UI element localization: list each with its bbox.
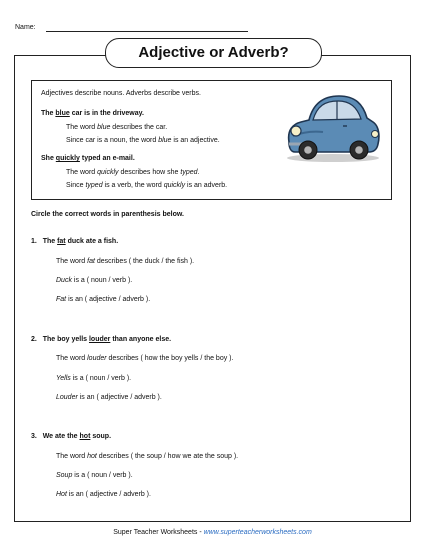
question-2-line2[interactable]: Yells is a ( noun / verb ). [56,375,132,382]
footer-brand: Super Teacher Worksheets - [113,529,204,536]
example1-line2: Since car is a noun, the word blue is an adjective. [66,137,220,144]
instruction-text: Circle the correct words in parenthesis below. [31,211,185,218]
name-label: Name: [15,24,36,31]
example2-line1: The word quickly describes how she typed. [66,169,200,176]
car-icon [283,86,383,164]
question-2-line3[interactable]: Louder is an ( adjective / adverb ). [56,394,162,401]
question-1-line3[interactable]: Fat is an ( adjective / adverb ). [56,296,151,303]
question-2-sentence: 2. The boy yells louder than anyone else. [31,336,172,343]
example1-line1: The word blue describes the car. [66,124,168,131]
footer [0,529,425,536]
example2-line2: Since typed is a verb, the word quickly is an adverb. [66,182,228,189]
definition-text: Adjectives describe nouns. Adverbs describe verbs. [41,90,201,97]
question-3-sentence: 3. We ate the hot soup. [31,433,112,440]
question-1-sentence: 1. The fat duck ate a fish. [31,238,119,245]
question-3-line3[interactable]: Hot is an ( adjective / adverb ). [56,491,151,498]
question-1-line2[interactable]: Duck is a ( noun / verb ). [56,277,133,284]
question-1-line1[interactable]: The word fat describes ( the duck / the fish ). [56,258,195,265]
question-3-line2[interactable]: Soup is a ( noun / verb ). [56,472,133,479]
name-line[interactable] [46,31,248,32]
question-3-line1[interactable]: The word hot describes ( the soup / how we ate the soup ). [56,453,239,460]
question-2-line1[interactable]: The word louder describes ( how the boy yells / the boy ). [56,355,234,362]
page-title: Adjective or Adverb? [105,38,322,68]
example1-sentence: The blue car is in the driveway. [41,110,144,117]
footer-url-link[interactable]: www.superteacherworksheets.com [203,529,312,536]
example2-sentence: She quickly typed an e-mail. [41,155,135,162]
